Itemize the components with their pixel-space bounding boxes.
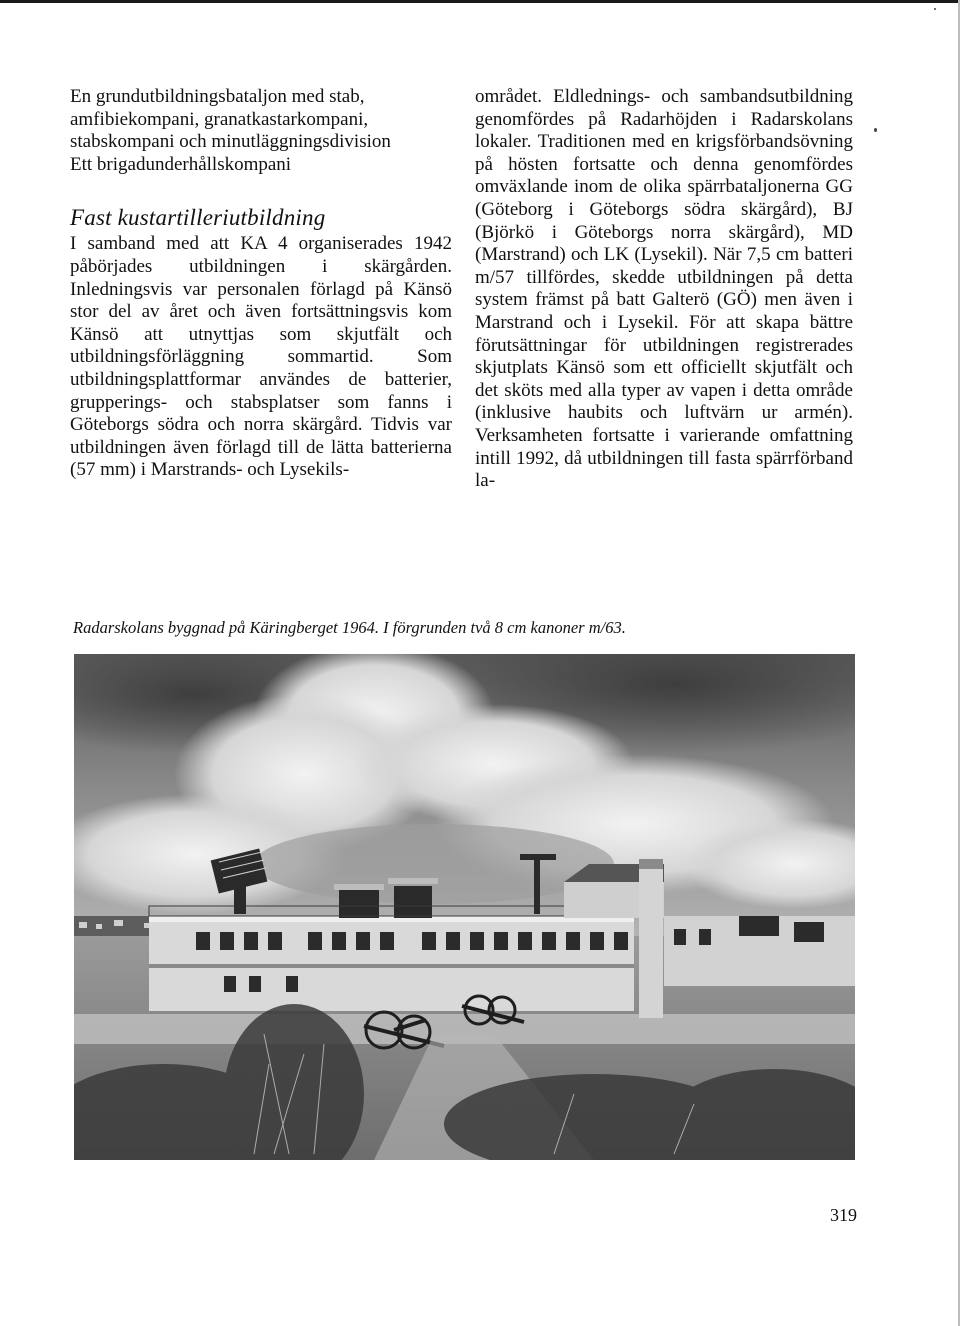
intro-line: amfibiekompani, granatkastarkompani, bbox=[70, 108, 369, 130]
section-heading: Fast kustartilleriutbildning bbox=[70, 205, 326, 231]
intro-line: En grundutbildningsbataljon med stab, bbox=[70, 86, 365, 107]
page-number: 319 bbox=[830, 1205, 857, 1225]
body-paragraph-continued: området. Eldlednings- och sambandsutbildning genomfördes på Radarhöjden i Radarskolans lokaler. Traditionen med en krigsförbandsövning på hösten fortsatte och denna genomfördes omväxlande inom de olika spärrbataljonerna GG (Göteborg i Göteborgs södra skärgård), BJ (Björkö i Göteborgs norra skärgård), MD (Marstrand) och LK (Lysekil). När 7,5 cm batteri m/57 tillfördes, skedde utbildningen på detta system främst på batt Galterö (GÖ) men även i Marstrand och i Lysekil. För att skapa bättre förutsättningar för utbildningen registrerades skjutplats Känsö som ett officiellt skjutfält och det sköts med alla typer av vapen i detta område (inklusive haubits och luftvärn ur armén). Verksamheten fortsatte i varierande omfattning intill 1992, då utbildningen till fasta spärrförband la- bbox=[475, 86, 853, 492]
intro-list bbox=[70, 86, 452, 176]
building-photo bbox=[74, 654, 855, 1160]
scan-top-edge bbox=[0, 0, 960, 3]
scan-speck bbox=[874, 128, 877, 132]
intro-line: Ett brigadunderhållskompani bbox=[70, 153, 292, 175]
body-paragraph: I samband med att KA 4 organiserades 1942 påbörjades utbildningen i skärgården. Inledningsvis var personalen förlagd på Känsö stor del av året och även fortsättningsvis kom Känsö att utnyttjas som skjutfält och utbildningsförläggning sommartid. Som utbildningsplattformar användes de batterier, grupperings- och stabsplatser som fanns i Göteborgs södra och norra skärgård. Tidvis var utbildningen även förlagd till de lätta batterierna (57 mm) i Marstrands- och Lysekils- bbox=[70, 233, 452, 481]
right-column bbox=[475, 86, 853, 493]
photo-illustration bbox=[74, 654, 855, 1160]
left-column bbox=[70, 86, 452, 482]
figure-caption: Radarskolans byggnad på Käringberget 1964. I förgrunden två 8 cm kanoner m/63. bbox=[73, 618, 626, 637]
scan-speck bbox=[934, 8, 936, 10]
intro-line: stabskompani och minutläggningsdivision bbox=[70, 131, 391, 153]
